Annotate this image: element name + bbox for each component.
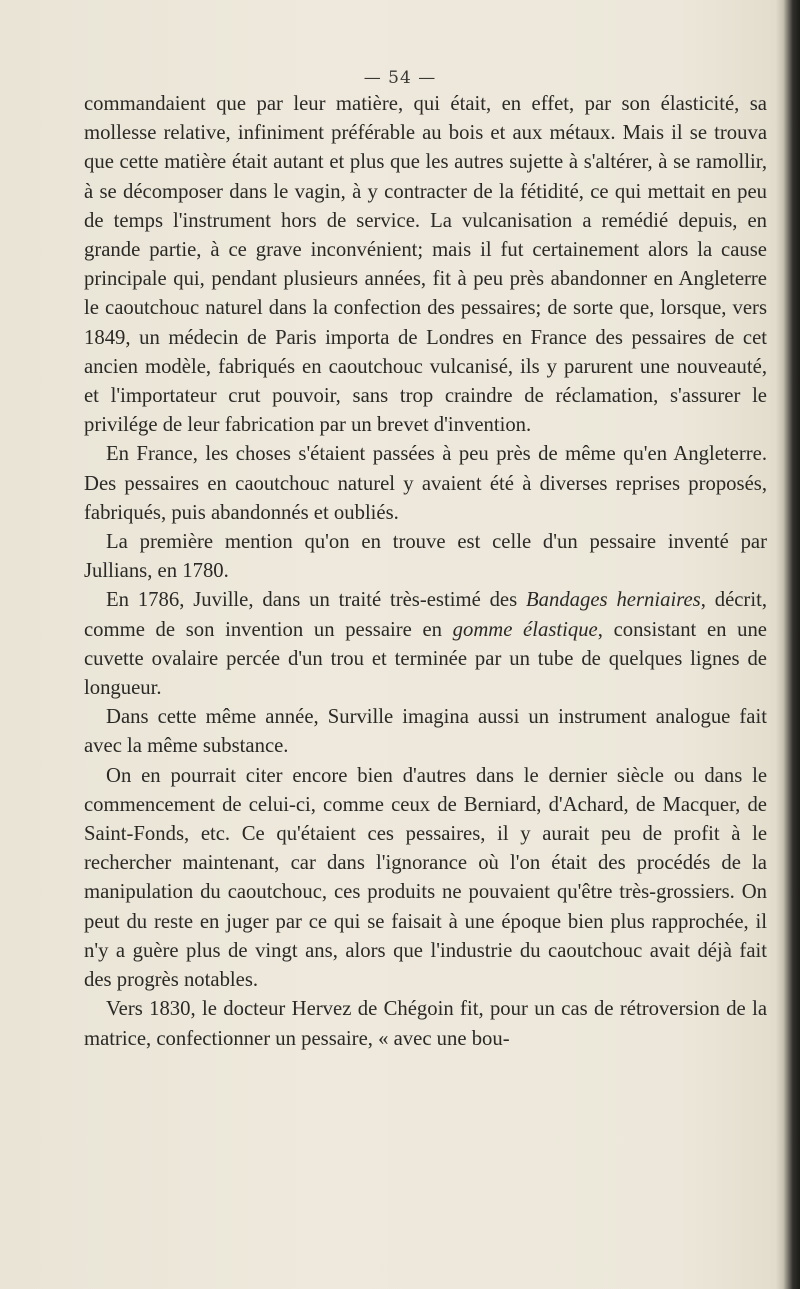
paragraph-5: Dans cette même année, Surville imagina aussi un instrument analogue fait avec la même substance.: [84, 706, 767, 758]
paragraph-4: [84, 586, 767, 703]
paragraph-4-text-before: En 1786, Juville, dans un traité très-estimé des: [106, 589, 527, 612]
paragraph-6: On en pourrait citer encore bien d'autres dans le dernier siècle ou dans le commencement de celui-ci, comme ceux de Berniard, d'Achard, de Macquer, de Saint-Fonds, etc. Ce qu'étaient ces pessaires, il y aurait peu de profit à le rechercher maintenant, car dans l'ignorance où l'on était des procédés de la manipulation du caoutchouc, ces produits ne pouvaient qu'être très-grossiers. On peut du reste en juger par ce qui se faisait à une époque bien plus rapprochée, il n'y a guère plus de vingt ans, alors que l'industrie du caoutchouc avait déjà fait des progrès notables.: [84, 764, 767, 992]
paragraph-2: En France, les choses s'étaient passées à peu près de même qu'en Angleterre. Des pessaires en caoutchouc naturel y avaient été à diverses reprises proposés, fabriqués, puis abandonnés et oubliés.: [84, 443, 767, 524]
page-edge-shadow: [776, 0, 800, 1289]
paragraph-4-text-middle: , décrit, comme de son invention un pessaire en: [84, 589, 767, 641]
paragraph-3: La première mention qu'on en trouve est celle d'un pessaire inventé par Jullians, en 1780.: [84, 531, 767, 583]
paragraph-1: commandaient que par leur matière, qui était, en effet, par son élasticité, sa mollesse relative, infiniment préférable au bois et aux métaux. Mais il se trouva que cette matière était autant et plus que les autres sujette à s'altérer, à se ramollir, à se décomposer dans le vagin, à y contracter de la fétidité, ce qui mettait en peu de temps l'instrument hors de service. La vulcanisation a remédié depuis, en grande partie, à ce grave inconvénient; mais il fut certainement alors la cause principale qui, pendant plusieurs années, fit à peu près abandonner en Angleterre le caoutchouc naturel dans la confection des pessaires; de sorte que, lorsque, vers 1849, un médecin de Paris importa de Londres en France des pessaires de cet ancien modèle, fabriqués en caoutchouc vulcanisé, ils y parurent une nouveauté, et l'importateur crut pouvoir, sans trop craindre de réclamation, s'assurer le privilége de leur fabrication par un brevet d'invention.: [84, 93, 767, 437]
paragraph-7: Vers 1830, le docteur Hervez de Chégoin fit, pour un cas de rétroversion de la matrice, confectionner un pessaire, « avec une bou-: [84, 998, 767, 1050]
page-number: — 54 —: [363, 68, 437, 88]
italic-title-bandages: Bandages herniaires: [526, 589, 701, 612]
body-text: [84, 90, 767, 1054]
paragraph-4-text-after: , consistant en une cuvette ovalaire percée d'un trou et terminée par un tube de quelques lignes de longueur.: [84, 618, 767, 700]
italic-term-gomme: gomme élastique: [452, 618, 598, 641]
